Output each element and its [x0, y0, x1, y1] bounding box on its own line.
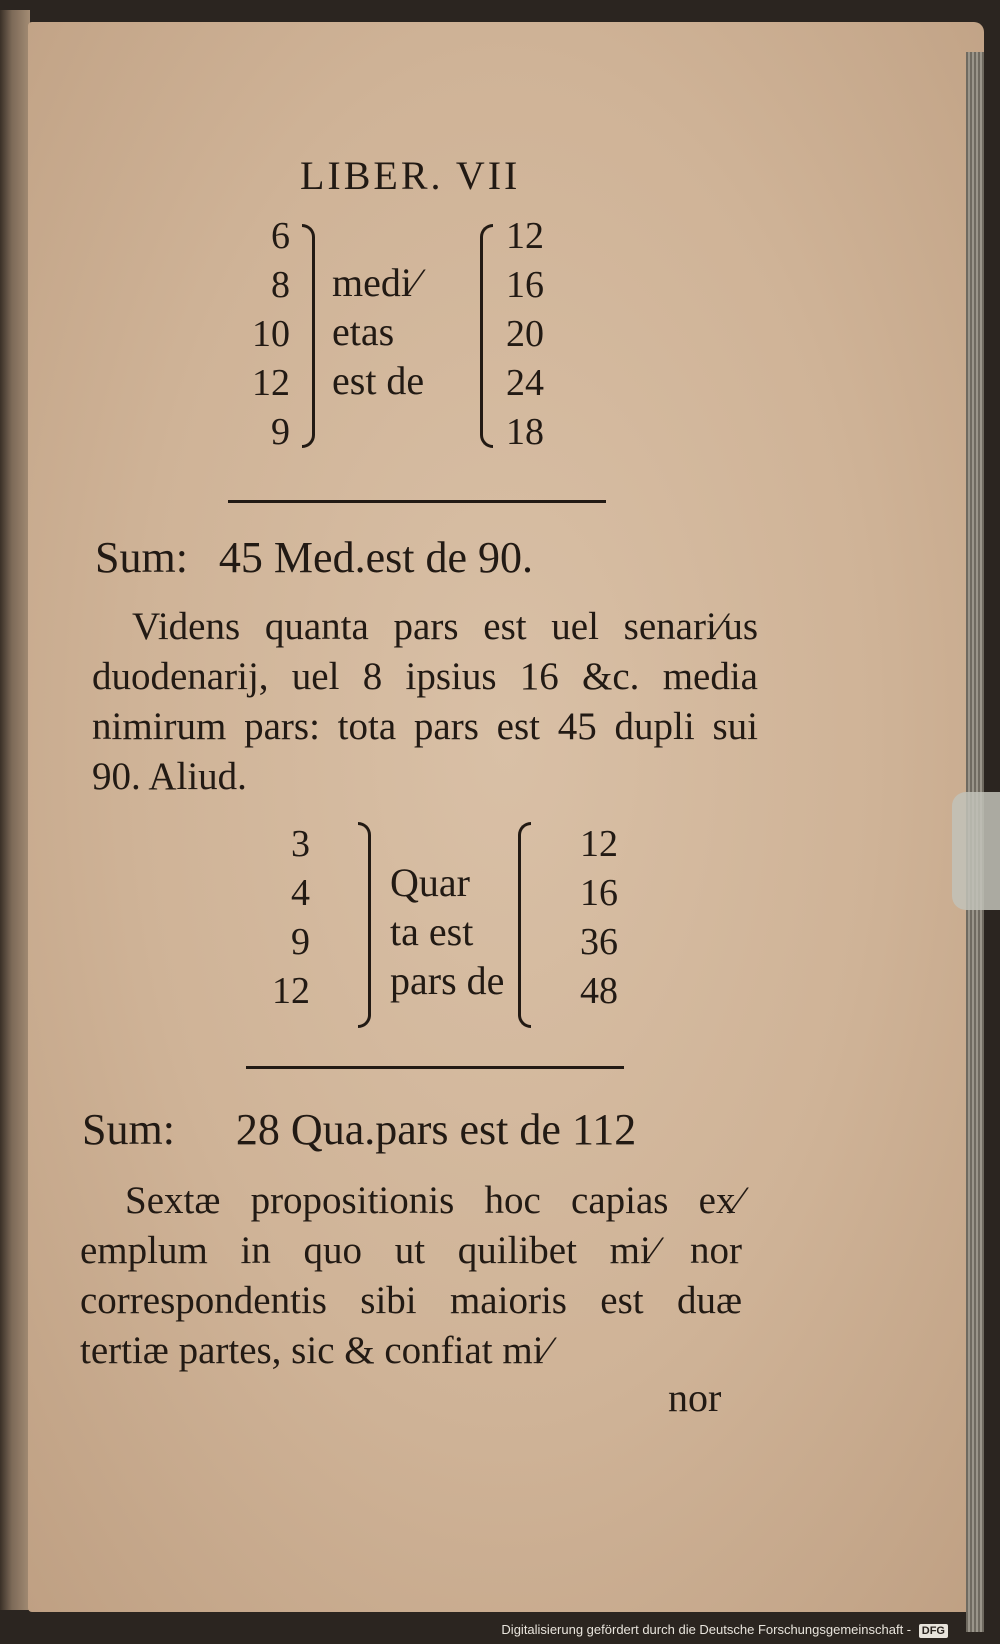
table1-right-cell: 16 — [506, 264, 544, 306]
table1-left-cell: 9 — [271, 411, 290, 453]
table2-left-cell: 12 — [272, 970, 310, 1012]
right-brace — [480, 224, 493, 448]
table2-right-cell: 36 — [580, 921, 618, 963]
table1-left-cell: 8 — [271, 264, 290, 306]
left-brace — [302, 224, 315, 448]
table2-right-cell: 12 — [580, 823, 618, 865]
left-brace — [358, 822, 371, 1028]
paragraph-text: Videns quanta pars est uel senari⁄us duodenarij, uel 8 ipsius 16 &c. media nimirum pars: tota pars est 45 dupli sui 90. Aliud. — [92, 605, 758, 798]
table2-right-cell: 16 — [580, 872, 618, 914]
digitization-credit — [501, 1622, 948, 1638]
table2-right-cell: 48 — [580, 970, 618, 1012]
table1-middle-text — [332, 258, 424, 405]
table1-right-cell: 12 — [506, 215, 544, 257]
table1-middle-line: etas — [332, 309, 395, 354]
catchword: nor — [668, 1375, 722, 1420]
table1-left-cell: 6 — [271, 215, 290, 257]
table2-middle-line: Quar — [390, 860, 470, 905]
table1-left-cell: 10 — [252, 313, 290, 355]
sum-label: Sum: — [82, 1105, 175, 1154]
sum-label: Sum: — [95, 533, 188, 582]
dfg-logo: DFG — [919, 1624, 948, 1638]
paragraph-text: Sextæ propositionis hoc capias ex⁄ emplum in quo ut quilibet mi⁄ nor correspondentis sibi maioris est duæ tertiæ partes, sic & confiat mi⁄ — [80, 1179, 742, 1372]
bookmark-tab — [952, 792, 1000, 910]
table1-right-cell: 18 — [506, 411, 544, 453]
table2-left-cell: 9 — [291, 921, 310, 963]
credit-text: Digitalisierung gefördert durch die Deutsche Forschungsgemeinschaft - — [501, 1622, 912, 1637]
table1-left-cell: 12 — [252, 362, 290, 404]
table2-right-column — [580, 820, 660, 1016]
table2-left-column — [260, 820, 310, 1016]
sum-line-1 — [95, 532, 533, 583]
table1-middle-line: medi⁄ — [332, 260, 419, 305]
sum-rule-1 — [228, 500, 606, 503]
proportion-table-2 — [260, 812, 660, 1032]
right-brace — [518, 822, 531, 1028]
sum-rule-2 — [246, 1066, 624, 1069]
table1-right-cell: 20 — [506, 313, 544, 355]
running-head: LIBER. VII — [300, 153, 521, 198]
binding-shadow — [0, 10, 30, 1610]
table2-left-cell: 3 — [291, 823, 310, 865]
table2-middle-text — [390, 858, 504, 1005]
sum-text: 28 Qua.pars est de 112 — [235, 1105, 637, 1154]
paragraph-1 — [92, 602, 758, 802]
table2-middle-line: ta est — [390, 909, 474, 954]
table2-middle-line: pars de — [390, 958, 505, 1003]
sum-line-2 — [82, 1104, 636, 1155]
table1-middle-line: est de — [332, 358, 425, 403]
table1-right-cell: 24 — [506, 362, 544, 404]
proportion-table-1 — [220, 212, 600, 462]
table1-right-column — [506, 212, 586, 457]
paragraph-2 — [80, 1176, 742, 1376]
sum-text: 45 Med.est de 90. — [218, 533, 533, 582]
table1-left-column — [220, 212, 290, 457]
table2-left-cell: 4 — [291, 872, 310, 914]
